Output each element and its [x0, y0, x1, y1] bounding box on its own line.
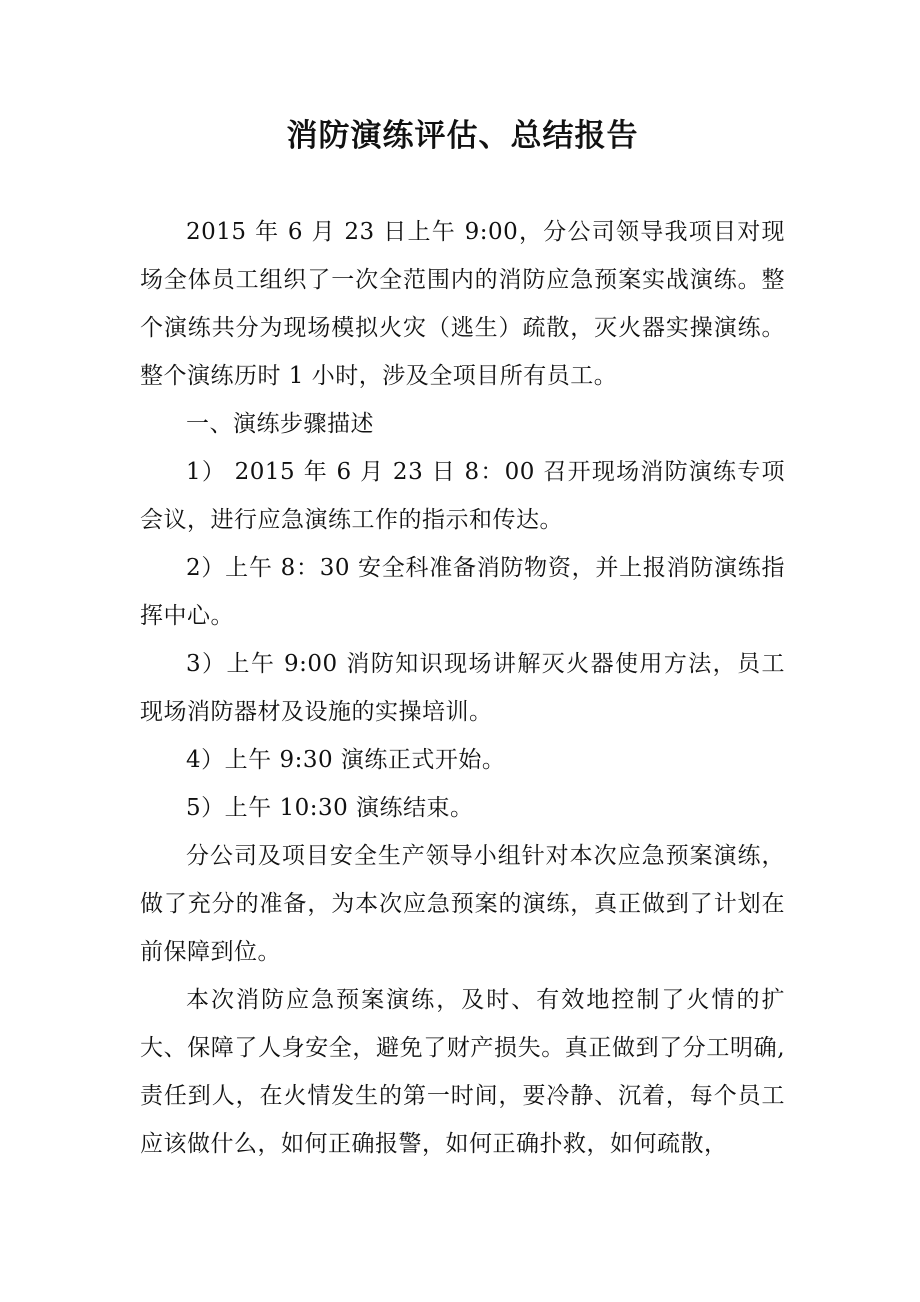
paragraph-preparation: 分公司及项目安全生产领导小组针对本次应急预案演练，做了充分的准备，为本次应急预案的演练，真正做到了计划在前保障到位。 — [140, 843, 785, 965]
document-title: 消防演练评估、总结报告 — [286, 118, 639, 154]
document-body — [140, 208, 785, 1168]
paragraph-intro: 2015 年 6 月 23 日上午 9:00，分公司领导我项目对现场全体员工组织了一次全范围内的消防应急预案实战演练。整个演练共分为现场模拟火灾（逃生）疏散，灭火器实操演练。整个演练历时 1 小时，涉及全项目所有员工。 — [140, 219, 785, 389]
paragraph-evaluation: 本次消防应急预案演练，及时、有效地控制了火情的扩大、保障了人身安全，避免了财产损失。真正做到了分工明确,责任到人，在火情发生的第一时间，要冷静、沉着，每个员工应该做什么，如何正确报警，如何正确扑救，如何疏散， — [140, 987, 785, 1157]
section-heading-drill-steps: 一、演练步骤描述 — [186, 411, 374, 437]
step-2: 2）上午 8：30 安全科准备消防物资，并上报消防演练指挥中心。 — [140, 555, 785, 629]
step-1: 1） 2015 年 6 月 23 日 8：00 召开现场消防演练专项会议，进行应急演练工作的指示和传达。 — [140, 459, 785, 533]
step-4: 4）上午 9:30 演练正式开始。 — [186, 747, 506, 773]
step-5: 5）上午 10:30 演练结束。 — [186, 795, 474, 821]
step-3: 3）上午 9:00 消防知识现场讲解灭火器使用方法，员工现场消防器材及设施的实操培训。 — [140, 651, 785, 725]
